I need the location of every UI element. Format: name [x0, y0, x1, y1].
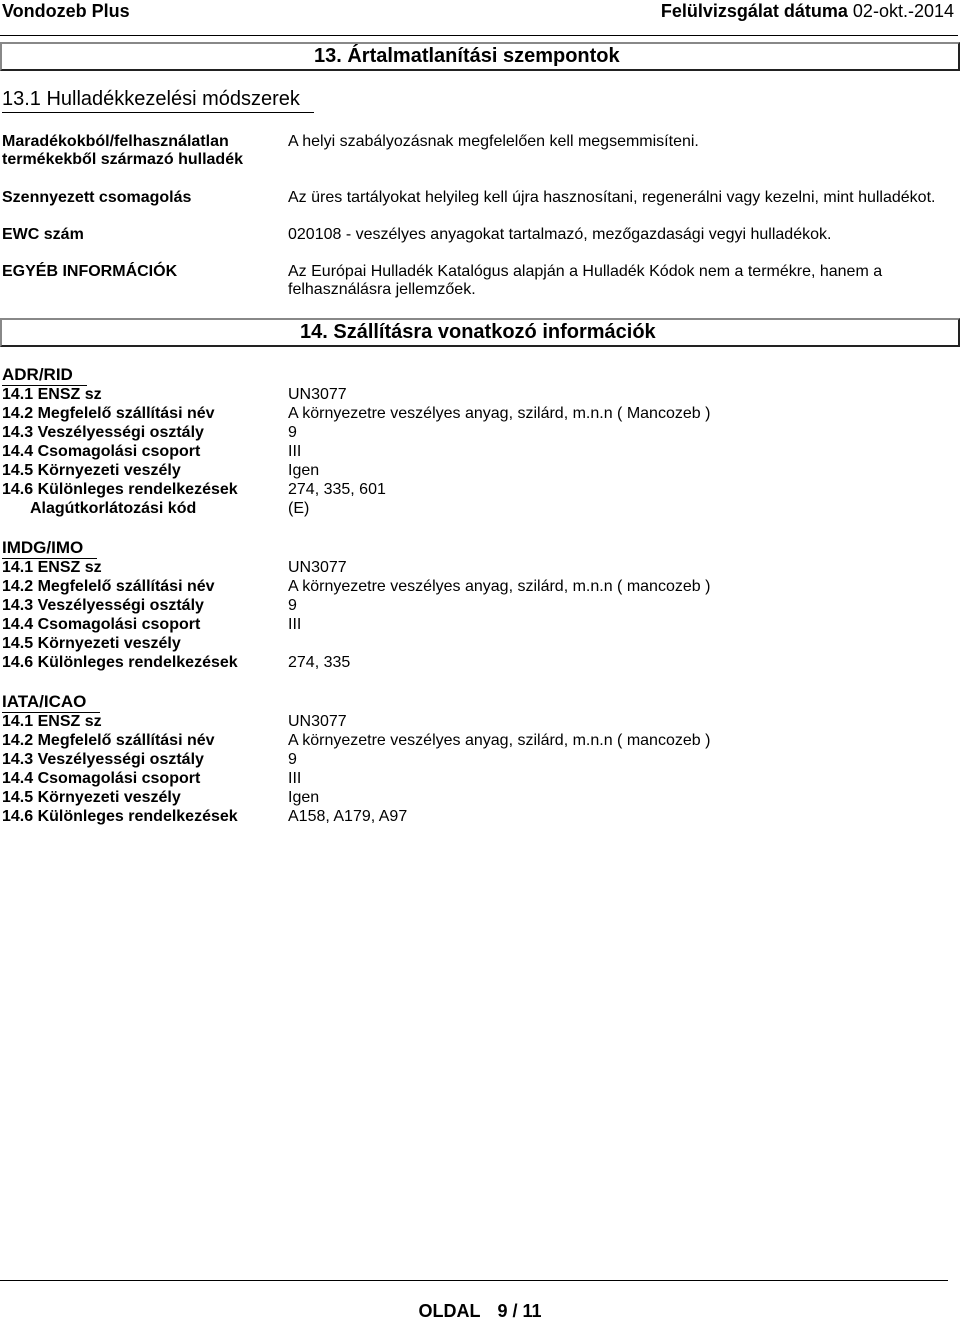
iata-row	[2, 731, 942, 750]
row-key: 14.1 ENSZ sz	[2, 386, 102, 403]
adr-row	[2, 442, 942, 461]
revision-date-label: Felülvizsgálat dátuma	[660, 1, 848, 21]
row-key: 14.1 ENSZ sz	[2, 713, 102, 730]
section-14-title: 14. Szállításra vonatkozó információk	[300, 321, 656, 343]
row-key: 14.6 Különleges rendelkezések	[2, 808, 238, 825]
section-13-title: 13. Ártalmatlanítási szempontok	[314, 45, 620, 67]
row-value: Igen	[288, 462, 320, 479]
iata-row	[2, 750, 942, 769]
revision-date	[661, 1, 954, 22]
row-key: 14.3 Veszélyességi osztály	[2, 751, 204, 768]
row-key: 14.2 Megfelelő szállítási név	[2, 578, 215, 595]
iata-row	[2, 769, 942, 788]
row-key: 14.3 Veszélyességi osztály	[2, 424, 204, 441]
section-14-header	[0, 318, 960, 347]
adr-row	[2, 499, 942, 518]
row-key: 14.2 Megfelelő szállítási név	[2, 732, 215, 749]
row-key: 14.4 Csomagolási csoport	[2, 443, 201, 460]
row-key: 14.5 Környezeti veszély	[2, 789, 181, 806]
row-key: 14.4 Csomagolási csoport	[2, 770, 201, 787]
row-key: 14.5 Környezeti veszély	[2, 635, 181, 652]
waste-residues-value: A helyi szabályozásnak megfelelően kell megsemmisíteni.	[288, 133, 699, 150]
adr-row	[2, 480, 942, 499]
adr-rid-text: ADR/RID	[2, 365, 73, 384]
ewc-value: 020108 - veszélyes anyagokat tartalmazó, mezőgazdasági vegyi hulladékok.	[288, 226, 832, 243]
iata-icao-title	[2, 692, 86, 712]
header-divider	[0, 35, 958, 36]
footer-divider	[0, 1280, 948, 1281]
section-13-header	[0, 42, 960, 71]
row-key: 14.6 Különleges rendelkezések	[2, 481, 238, 498]
iata-row	[2, 788, 942, 807]
adr-row	[2, 423, 942, 442]
row-value: A környezetre veszélyes anyag, szilárd, m.n.n ( Mancozeb )	[288, 405, 711, 422]
row-key: 14.3 Veszélyességi osztály	[2, 597, 204, 614]
title-underline	[2, 112, 314, 113]
contaminated-packaging-value: Az üres tartályokat helyileg kell újra hasznosítani, regenerálni vagy kezelni, mint hulladékot.	[288, 189, 936, 206]
row-value: (E)	[288, 500, 310, 517]
contaminated-packaging-label: Szennyezett csomagolás	[2, 189, 192, 206]
iata-icao-text: IATA/ICAO	[2, 692, 87, 711]
iata-row	[2, 712, 942, 731]
waste-residues-label: Maradékokból/felhasználatlan termékekből származó hulladék	[2, 133, 243, 168]
row-value: 274, 335	[288, 654, 351, 671]
row-value: Igen	[288, 789, 320, 806]
imdg-row	[2, 653, 942, 672]
imdg-imo-text: IMDG/IMO	[2, 538, 84, 557]
product-name: Vondozeb Plus	[2, 1, 130, 21]
row-value: UN3077	[288, 559, 347, 576]
adr-row	[2, 404, 942, 423]
page-footer	[0, 1301, 960, 1322]
row-value: A158, A179, A97	[288, 808, 408, 825]
adr-row	[2, 385, 942, 404]
row-key: Alagútkorlátozási kód	[30, 500, 197, 517]
ewc-label: EWC szám	[2, 226, 84, 243]
adr-rid-title	[2, 365, 73, 385]
row-key: 14.1 ENSZ sz	[2, 559, 102, 576]
page-number: 9 / 11	[497, 1301, 542, 1321]
imdg-row	[2, 615, 942, 634]
imdg-row	[2, 577, 942, 596]
row-value: 9	[288, 424, 297, 441]
row-value: III	[288, 770, 302, 787]
imdg-imo-title	[2, 538, 83, 558]
iata-row	[2, 807, 942, 826]
row-value: A környezetre veszélyes anyag, szilárd, m.n.n ( mancozeb )	[288, 732, 711, 749]
row-value: UN3077	[288, 713, 347, 730]
subsection-13-1-text: 13.1 Hulladékkezelési módszerek	[2, 88, 300, 110]
page-label: OLDAL	[418, 1301, 481, 1321]
row-value: III	[288, 443, 302, 460]
row-key: 14.4 Csomagolási csoport	[2, 616, 201, 633]
imdg-row	[2, 634, 942, 653]
other-info-label: EGYÉB INFORMÁCIÓK	[2, 263, 178, 280]
imdg-row	[2, 558, 942, 577]
adr-row	[2, 461, 942, 480]
subsection-13-1-title	[2, 88, 300, 111]
row-key: 14.2 Megfelelő szállítási név	[2, 405, 215, 422]
row-value: A környezetre veszélyes anyag, szilárd, m.n.n ( mancozeb )	[288, 578, 711, 595]
revision-date-value: 02-okt.-2014	[852, 1, 954, 21]
other-info-value: Az Európai Hulladék Katalógus alapján a Hulladék Kódok nem a termékre, hanem a felhasználásra jellemzőek.	[288, 263, 883, 298]
row-key: 14.6 Különleges rendelkezések	[2, 654, 238, 671]
row-value: 9	[288, 597, 297, 614]
row-value: 274, 335, 601	[288, 481, 386, 498]
imdg-row	[2, 596, 942, 615]
row-value: III	[288, 616, 302, 633]
row-value: UN3077	[288, 386, 347, 403]
row-key: 14.5 Környezeti veszély	[2, 462, 181, 479]
row-value: 9	[288, 751, 297, 768]
